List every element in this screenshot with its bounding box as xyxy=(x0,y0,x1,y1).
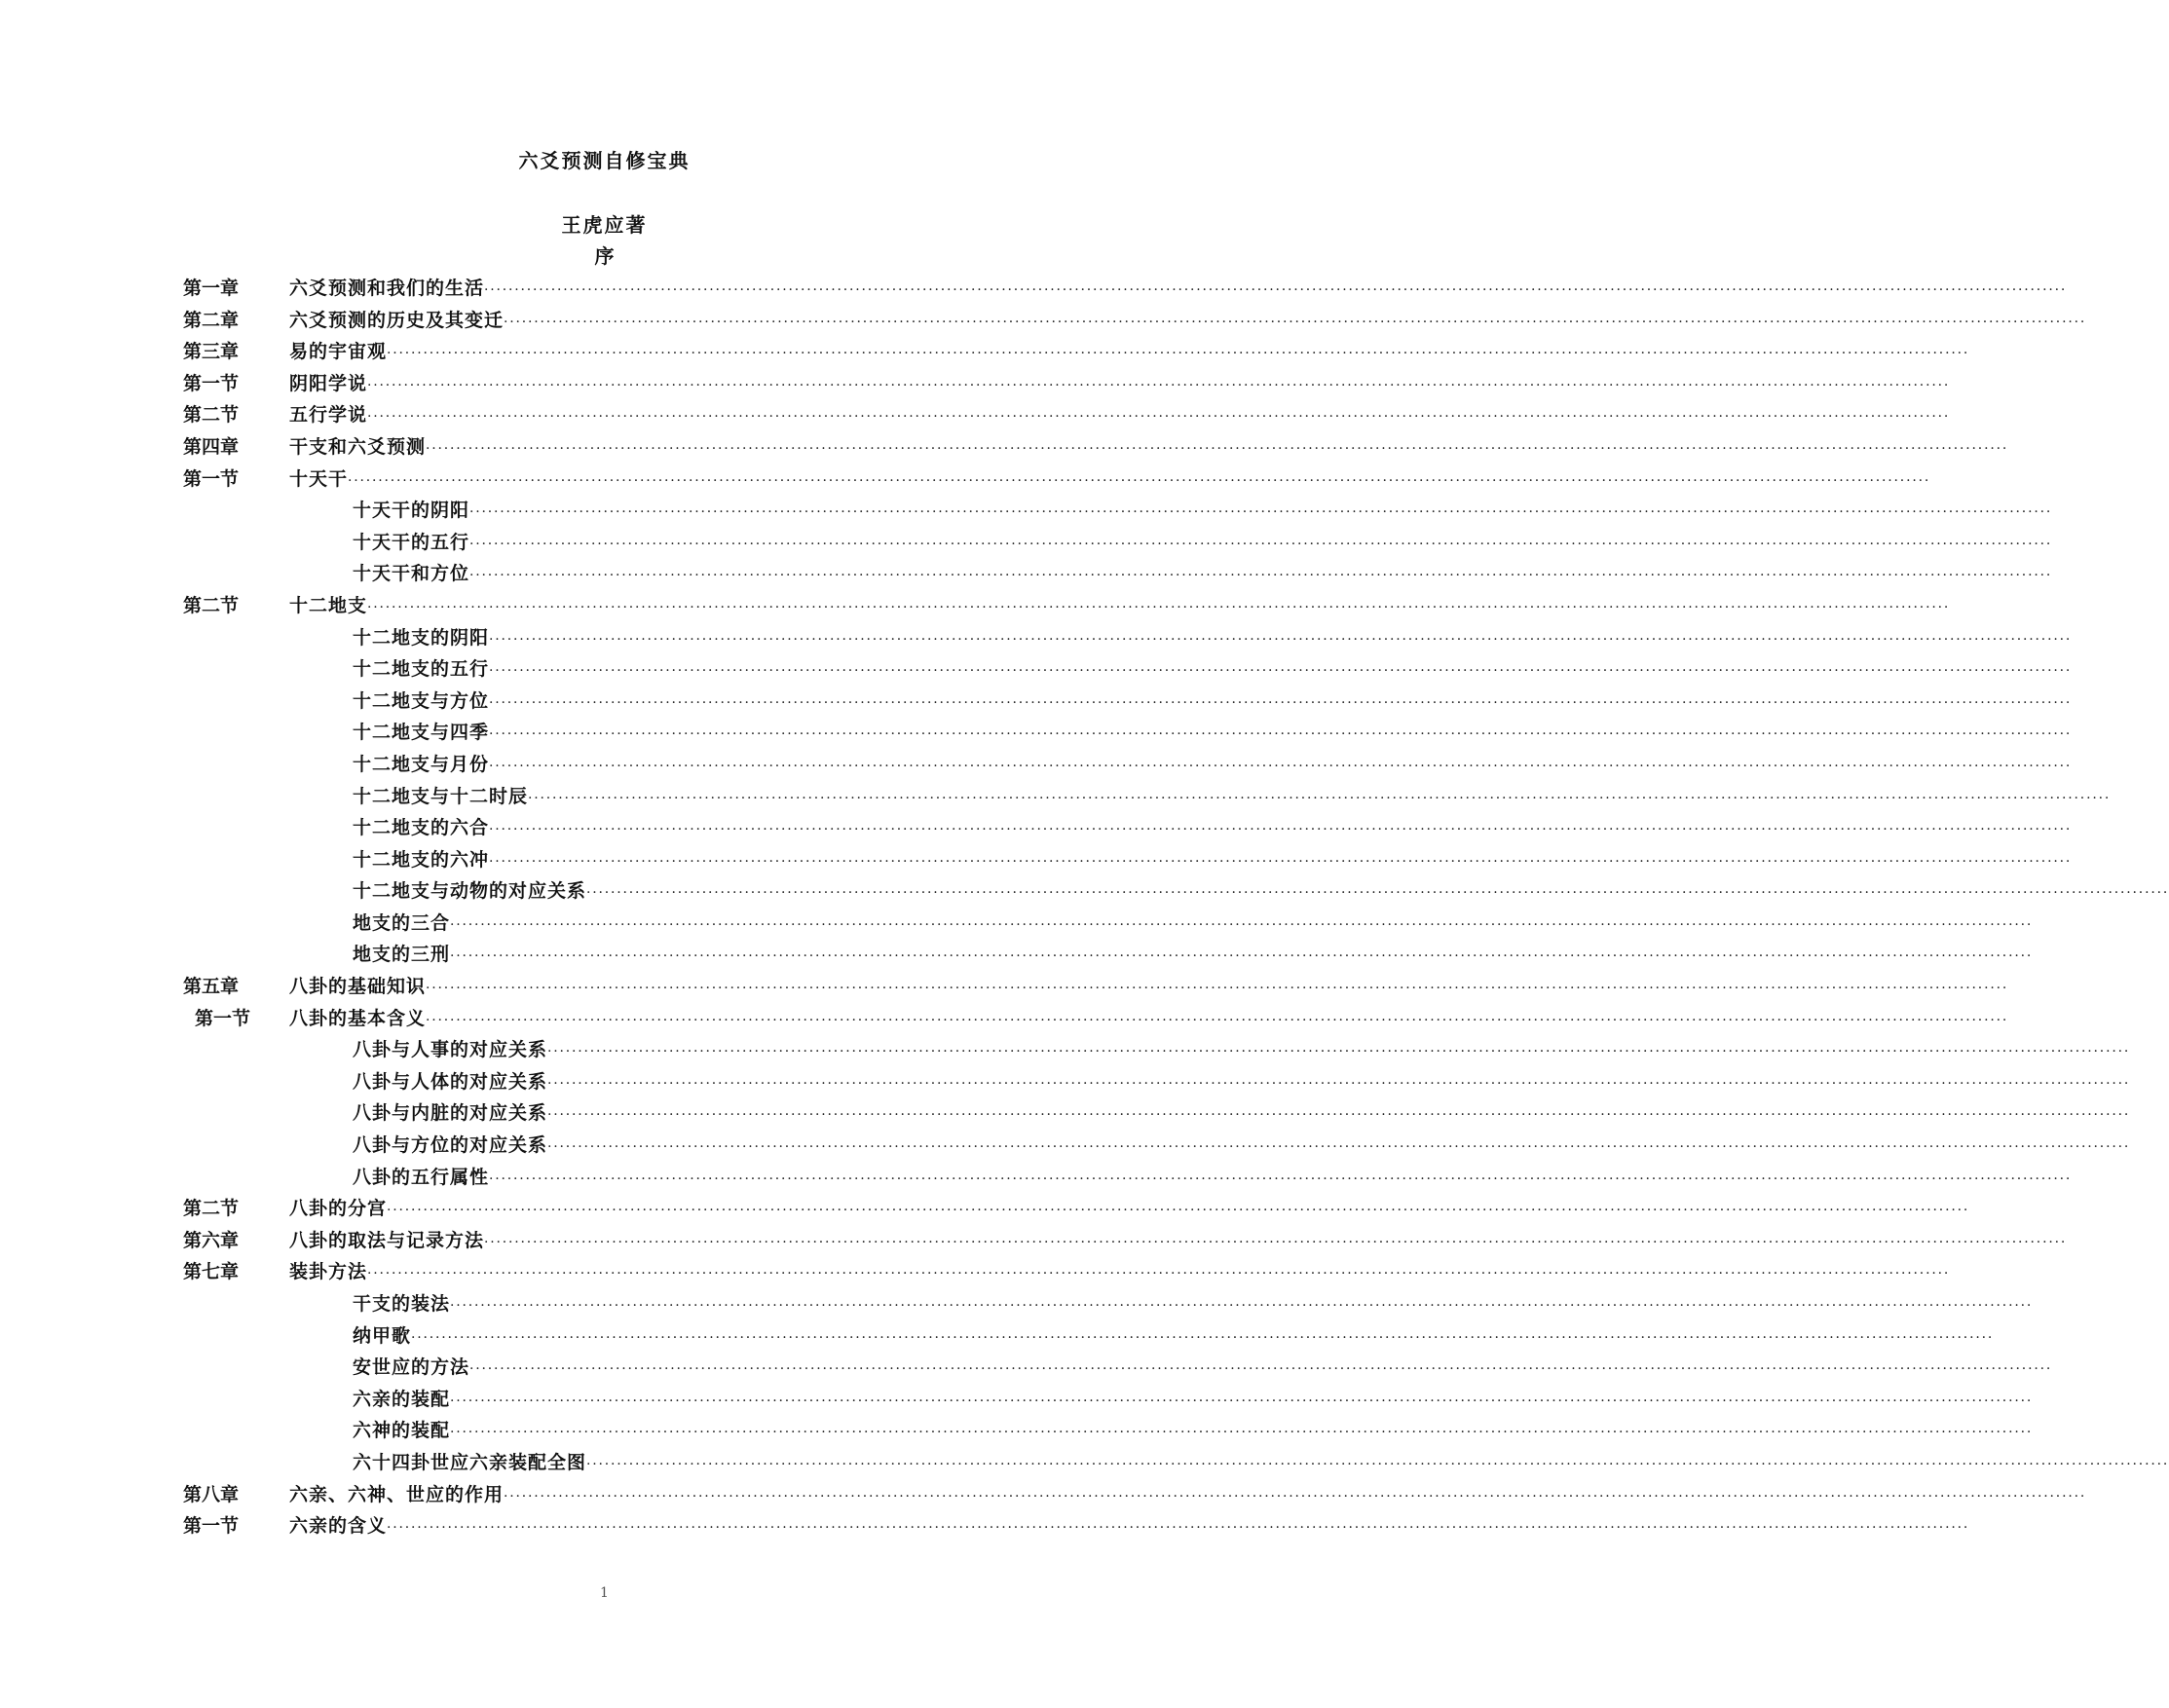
toc-row xyxy=(0,971,2009,1003)
toc-label: 纳甲歌 xyxy=(353,1324,412,1347)
toc-number: 第五章 xyxy=(183,976,240,998)
dot-leader: ···································································································································································································································································· xyxy=(426,440,2009,457)
toc-entry xyxy=(353,1288,2034,1322)
dot-leader: ···································································································································································································································································· xyxy=(484,282,2068,298)
toc-row xyxy=(0,875,2169,908)
toc-row xyxy=(0,1447,2169,1479)
toc-number: 第六章 xyxy=(183,1229,240,1251)
toc-row xyxy=(0,1034,2131,1066)
toc-label: 八卦的基础知识 xyxy=(289,976,427,998)
toc-entry xyxy=(353,1097,2131,1132)
toc-label: 地支的三刑 xyxy=(353,944,451,966)
toc-entry xyxy=(289,1510,1970,1544)
toc-label: 六亲的含义 xyxy=(289,1515,388,1538)
toc-entry xyxy=(353,781,2112,815)
toc-label: 十二地支 xyxy=(289,594,368,616)
dot-leader: ···································································································································································································································································· xyxy=(489,1170,2073,1187)
toc-entry xyxy=(289,590,1951,624)
dot-leader: ···································································································································································································································································· xyxy=(469,504,2053,521)
toc-row xyxy=(0,653,2073,686)
toc-entry xyxy=(353,908,2034,942)
dot-leader: ···································································································································································································································································· xyxy=(469,1361,2053,1378)
toc-label: 十二地支的六冲 xyxy=(353,848,490,871)
toc-row xyxy=(0,1320,1995,1353)
page-number: 1 xyxy=(600,1585,609,1601)
table-of-contents xyxy=(0,273,2169,1542)
toc-label: 十二地支与方位 xyxy=(353,689,490,712)
toc-number: 第七章 xyxy=(183,1261,240,1283)
toc-label: 八卦的分宫 xyxy=(289,1198,388,1220)
toc-row xyxy=(0,1352,2053,1384)
toc-entry xyxy=(353,527,2053,561)
toc-label: 十二地支的五行 xyxy=(353,658,490,681)
toc-row xyxy=(0,399,1951,431)
dot-leader: ···································································································································································································································································· xyxy=(528,790,2112,806)
toc-row xyxy=(0,812,2073,844)
preface-heading: 序 xyxy=(594,244,615,268)
toc-label: 六神的装配 xyxy=(353,1420,451,1442)
toc-entry xyxy=(353,749,2073,783)
toc-row xyxy=(0,686,2073,718)
toc-label: 十二地支与四季 xyxy=(353,722,490,744)
toc-label: 八卦的基本含义 xyxy=(289,1007,427,1029)
toc-label: 八卦与人事的对应关系 xyxy=(353,1039,548,1061)
toc-label: 十天干的阴阳 xyxy=(353,500,470,522)
dot-leader: ···································································································································································································································································· xyxy=(387,1203,1970,1219)
toc-row xyxy=(0,1415,2034,1447)
toc-entry xyxy=(353,1066,2131,1100)
dot-leader: ···································································································································································································································································· xyxy=(586,1456,2169,1472)
toc-label: 干支的装法 xyxy=(353,1293,451,1315)
toc-entry xyxy=(353,1162,2073,1196)
toc-label: 六爻预测的历史及其变迁 xyxy=(289,309,505,331)
toc-number: 第八章 xyxy=(183,1483,240,1505)
toc-label: 十天干 xyxy=(289,467,349,490)
toc-entry xyxy=(353,495,2053,529)
toc-entry xyxy=(289,1256,1951,1290)
toc-entry xyxy=(353,653,2073,687)
dot-leader: ···································································································································································································································································· xyxy=(489,694,2073,711)
dot-leader: ···································································································································································································································································· xyxy=(489,631,2073,648)
toc-label: 八卦的取法与记录方法 xyxy=(289,1229,485,1251)
toc-label: 八卦与内脏的对应关系 xyxy=(353,1102,548,1125)
toc-row xyxy=(0,844,2073,876)
toc-entry xyxy=(289,336,1970,370)
toc-label: 干支和六爻预测 xyxy=(289,435,427,458)
toc-label: 六亲、六神、世应的作用 xyxy=(289,1483,505,1505)
toc-label: 安世应的方法 xyxy=(353,1356,470,1379)
book-title: 六爻预测自修宝典 xyxy=(518,149,691,172)
toc-label: 十二地支的六合 xyxy=(353,817,490,839)
toc-row xyxy=(0,622,2073,654)
toc-label: 五行学说 xyxy=(289,404,368,427)
toc-row xyxy=(0,464,1931,496)
toc-label: 易的宇宙观 xyxy=(289,341,388,363)
toc-row xyxy=(0,336,1970,368)
toc-row xyxy=(0,1384,2034,1416)
toc-row xyxy=(0,781,2112,813)
toc-entry xyxy=(353,812,2073,846)
dot-leader: ···································································································································································································································································· xyxy=(489,663,2073,680)
toc-entry xyxy=(289,305,2087,339)
toc-label: 八卦与方位的对应关系 xyxy=(353,1134,548,1157)
toc-row xyxy=(0,1130,2131,1162)
dot-leader: ···································································································································································································································································· xyxy=(450,1298,2034,1314)
toc-row xyxy=(0,305,2087,337)
toc-entry xyxy=(289,368,1951,402)
toc-number: 第一章 xyxy=(183,278,240,299)
toc-row xyxy=(0,908,2034,940)
toc-label: 八卦的五行属性 xyxy=(353,1166,490,1188)
dot-leader: ···································································································································································································································································· xyxy=(387,346,1970,362)
toc-entry xyxy=(289,399,1951,433)
dot-leader: ···································································································································································································································································· xyxy=(426,981,2009,997)
dot-leader: ···································································································································································································································································· xyxy=(450,1392,2034,1409)
dot-leader: ···································································································································································································································································· xyxy=(469,568,2053,584)
toc-label: 地支的三合 xyxy=(353,911,451,934)
dot-leader: ···································································································································································································································································· xyxy=(411,1329,1995,1346)
toc-entry xyxy=(353,1130,2131,1164)
dot-leader: ···································································································································································································································································· xyxy=(367,409,1951,426)
dot-leader: ···································································································································································································································································· xyxy=(450,916,2034,933)
toc-number: 第一节 xyxy=(183,1515,240,1538)
toc-row xyxy=(0,1066,2131,1098)
dot-leader: ···································································································································································································································································· xyxy=(504,1488,2087,1504)
toc-label: 十二地支与动物的对应关系 xyxy=(353,880,587,903)
toc-entry xyxy=(289,464,1931,498)
dot-leader: ···································································································································································································································································· xyxy=(348,472,1931,489)
toc-label: 六十四卦世应六亲装配全图 xyxy=(353,1451,587,1473)
toc-entry xyxy=(289,1479,2087,1513)
toc-row xyxy=(0,590,1951,622)
toc-label: 六爻预测和我们的生活 xyxy=(289,278,485,299)
toc-row xyxy=(0,273,2068,305)
toc-label: 装卦方法 xyxy=(289,1261,368,1283)
toc-label: 十二地支的阴阳 xyxy=(353,626,490,649)
toc-entry xyxy=(289,1003,2009,1037)
toc-row xyxy=(0,1256,1951,1288)
author-line: 王虎应著 xyxy=(561,213,648,237)
toc-row xyxy=(0,1479,2087,1511)
dot-leader: ···································································································································································································································································· xyxy=(367,377,1951,393)
toc-row xyxy=(0,1162,2073,1194)
toc-label: 阴阳学说 xyxy=(289,372,368,394)
toc-entry xyxy=(353,686,2073,720)
toc-entry xyxy=(353,939,2034,973)
toc-row xyxy=(0,1097,2131,1130)
toc-number: 第二节 xyxy=(183,404,240,427)
toc-entry xyxy=(353,1415,2034,1449)
toc-row xyxy=(0,1225,2068,1257)
toc-entry xyxy=(353,1384,2034,1418)
toc-label: 十天干和方位 xyxy=(353,563,470,585)
toc-label: 十天干的五行 xyxy=(353,531,470,553)
toc-row xyxy=(0,1288,2034,1320)
toc-entry xyxy=(289,273,2068,307)
toc-row xyxy=(0,1003,2009,1035)
dot-leader: ···································································································································································································································································· xyxy=(547,1075,2131,1092)
dot-leader: ···································································································································································································································································· xyxy=(484,1234,2068,1250)
toc-number: 第二章 xyxy=(183,309,240,331)
toc-row xyxy=(0,1510,1970,1542)
dot-leader: ···································································································································································································································································· xyxy=(489,853,2073,870)
toc-number: 第二节 xyxy=(183,594,240,616)
dot-leader: ···································································································································································································································································· xyxy=(367,1266,1951,1282)
toc-entry xyxy=(353,1352,2053,1386)
toc-number: 第一节 xyxy=(183,372,240,394)
toc-row xyxy=(0,431,2009,464)
dot-leader: ···································································································································································································································································· xyxy=(450,1425,2034,1441)
toc-number: 第一节 xyxy=(195,1007,251,1029)
toc-row xyxy=(0,1193,1970,1225)
toc-label: 十二地支与月份 xyxy=(353,753,490,775)
toc-row xyxy=(0,368,1951,400)
toc-entry xyxy=(353,1034,2131,1068)
toc-row xyxy=(0,558,2053,590)
toc-number: 第四章 xyxy=(183,435,240,458)
toc-entry xyxy=(289,1225,2068,1259)
dot-leader: ···································································································································································································································································· xyxy=(426,1012,2009,1028)
toc-entry xyxy=(353,875,2169,910)
dot-leader: ···································································································································································································································································· xyxy=(367,599,1951,615)
dot-leader: ···································································································································································································································································· xyxy=(489,822,2073,838)
dot-leader: ···································································································································································································································································· xyxy=(547,1139,2131,1156)
dot-leader: ···································································································································································································································································· xyxy=(504,314,2087,330)
toc-number: 第三章 xyxy=(183,341,240,363)
dot-leader: ···································································································································································································································································· xyxy=(586,885,2169,902)
toc-entry xyxy=(353,1447,2169,1481)
toc-number: 第一节 xyxy=(183,467,240,490)
toc-entry xyxy=(289,431,2009,465)
toc-number: 第二节 xyxy=(183,1198,240,1220)
toc-entry xyxy=(353,1320,1995,1355)
toc-entry xyxy=(353,844,2073,878)
toc-label: 八卦与人体的对应关系 xyxy=(353,1070,548,1093)
dot-leader: ···································································································································································································································································· xyxy=(450,948,2034,965)
toc-row xyxy=(0,749,2073,781)
dot-leader: ···································································································································································································································································· xyxy=(469,536,2053,552)
dot-leader: ···································································································································································································································································· xyxy=(547,1044,2131,1060)
toc-entry xyxy=(289,1193,1970,1227)
dot-leader: ···································································································································································································································································· xyxy=(489,758,2073,774)
toc-entry xyxy=(353,622,2073,656)
dot-leader: ···································································································································································································································································· xyxy=(387,1520,1970,1537)
toc-row xyxy=(0,939,2034,971)
toc-entry xyxy=(289,971,2009,1005)
toc-label: 十二地支与十二时辰 xyxy=(353,785,529,807)
toc-entry xyxy=(353,717,2073,751)
toc-label: 六亲的装配 xyxy=(353,1388,451,1410)
toc-row xyxy=(0,717,2073,749)
dot-leader: ···································································································································································································································································· xyxy=(547,1107,2131,1124)
toc-row xyxy=(0,527,2053,559)
toc-row xyxy=(0,495,2053,527)
toc-entry xyxy=(353,558,2053,592)
dot-leader: ···································································································································································································································································· xyxy=(489,726,2073,743)
